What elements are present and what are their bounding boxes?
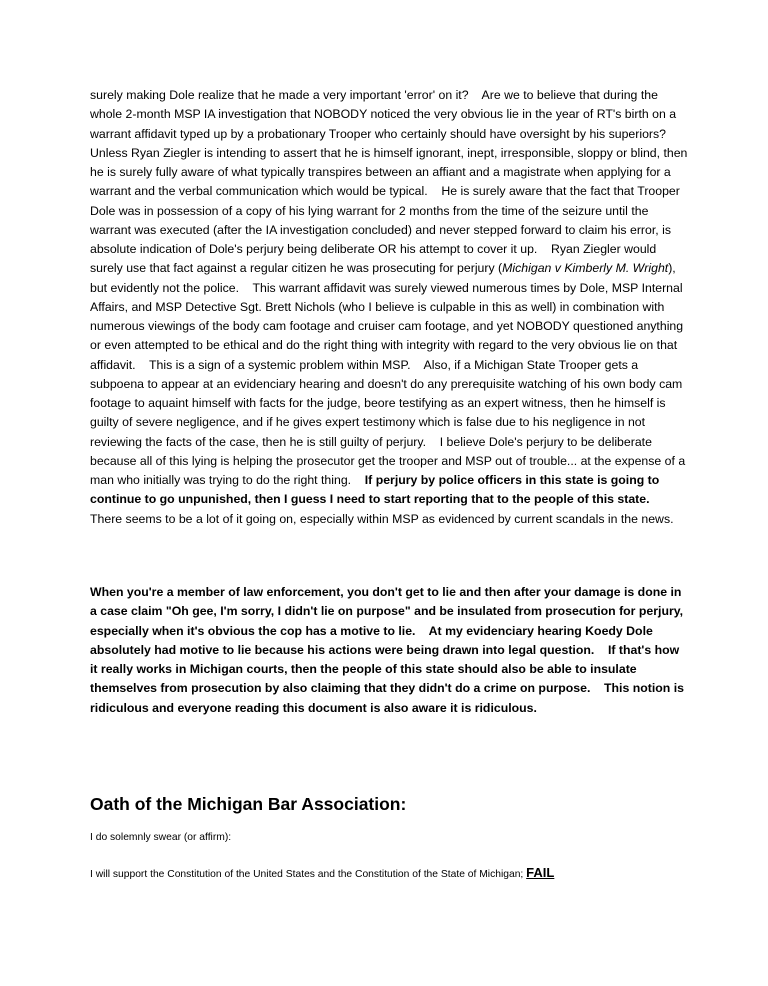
section-heading: Oath of the Michigan Bar Association: [90,794,407,814]
oath-intro: I do solemnly swear (or affirm): [90,832,232,843]
oath-clause-1 [90,866,730,882]
paragraph-text: ), but evidently not the police. This warrant affidavit was surely viewed numerous times by Dole, MSP Internal Affairs, and MSP Detective Sgt. Brett Nichols (who I believe is culpable in this as well) in combination with numerous viewings of the body cam footage and cruiser cam footage, and yet NOBODY questioned anything or even attempted to be ethical and do the right thing with integrity with regard to the very obvious lie on that affidavit. This is a sign of a systemic problem within MSP. Also, if a Michigan State Trooper gets a subpoena to appear at an evidenciary hearing and doesn't do any prerequisite watching of his own body cam footage to aquaint himself with facts for the judge, beore testifying as an expert witness, then he himself is guilty of severe negligence, and if he gives expert testimony which is false due to his negligence in not reviewing the facts of the case, then he is still guilty of perjury. I believe Dole's perjury to be deliberate because all of this lying is helping the prosecutor get the trooper and MSP out of trouble... at the expense of a man who initially was trying to do the right thing. [90,261,686,487]
bold-statement: If perjury by police officers in this state is going to continue to go unpunished, then I guess I need to start reporting that to the people of this state. [90,473,660,507]
paragraph-text: surely making Dole realize that he made a very important 'error' on it? Are we to believe that during the whole 2-month MSP IA investigation that NOBODY noticed the very obvious lie in the year of RT's birth on a warrant affidavit typed up by a probationary Trooper who certainly should have oversight by his superiors? Unless Ryan Ziegler is intending to assert that he is himself ignorant, inept, irresponsible, sloppy or blind, then he is surely fully aware of what typically transpires between an affiant and a magistrate when applying for a warrant and the verbal communication which would be typical. He is surely aware that the fact that Trooper Dole was in possession of a copy of his lying warrant for 2 months from the time of the seizure until the warrant was executed (after the IA investigation concluded) and never stepped forward to claim his error, is absolute indication of Dole's perjury being deliberate OR his attempt to cover it up. Ryan Ziegler would surely use that fact against a regular citizen he was prosecuting for perjury ( [90,88,688,276]
body-paragraph-perjury-argument [90,86,690,529]
fail-verdict: FAIL [526,865,555,880]
case-citation: Michigan v Kimberly M. Wright [502,261,669,276]
paragraph-text: There seems to be a lot of it going on, especially within MSP as evidenced by current scandals in the news. [90,492,674,526]
oath-clause-text: I will support the Constitution of the United States and the Constitution of the State of Michigan; [90,869,524,880]
body-paragraph-law-enforcement: When you're a member of law enforcement, you don't get to lie and then after your damage is done in a case claim "Oh gee, I'm sorry, I didn't lie on purpose" and be insulated from prosecution for perjury, especially when it's obvious the cop has a motive to lie. At my evidenciary hearing Koedy Dole absolutely had motive to lie because his actions were being drawn into legal question. If that's how it really works in Michigan courts, then the people of this state should also be able to insulate themselves from prosecution by also claiming that they didn't do a crime on purpose. This notion is ridiculous and everyone reading this document is also aware it is ridiculous. [90,585,684,715]
